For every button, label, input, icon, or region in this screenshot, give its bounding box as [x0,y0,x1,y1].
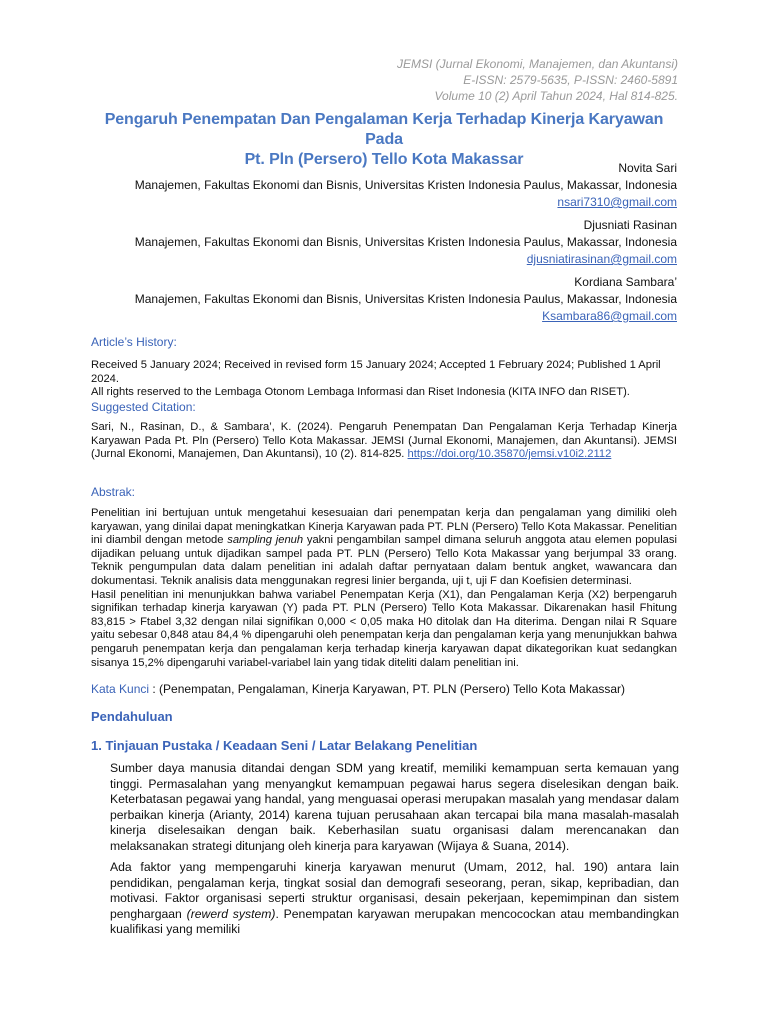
abstract-paragraph-1 [91,507,677,589]
body-paragraph-1: Sumber daya manusia ditandai dengan SDM yang kreatif, memiliki kemampuan serta kemauan yang tinggi. Permasalahan yang menyangkut kemampuan pegawai harus segera diselesikan dengan baik. Keterbatasan pegawai yang handal, yang menguasai operasi merupakan masalah yang mendasar dalam perbaikan kinerja (Arianty, 2014) karena tujuan perusahaan akan tercapai bila mana masalah-masalah kinerja diselesaikan dengan baik. Keberhasilan suatu organisasi dalam merencanakan dan melaksanakan strategi ditunjang oleh kinerja para karyawan (Wijaya & Suana, 2014). [110,761,679,853]
author-1 [117,160,677,211]
title-line-2: Pt. Pln (Persero) Tello Kota Makassar [244,151,524,168]
history-rights: All rights reserved to the Lembaga Otonom Lembaga Informasi dan Riset Indonesia (KITA INFO dan RISET). [91,386,630,399]
author-email-link[interactable]: nsari7310@gmail.com [557,195,677,209]
abstract-paragraph-2: Hasil penelitian ini menunjukkan bahwa variabel Penempatan Kerja (X1), dan Pengalaman Kerja (X2) berpengaruh signifikan terhadap kinerja karyawan (Y) pada PT. PLN (Persero) Tello Kota Makassar. Dikarenakan hasil Fhitung 83,815 > Ftabel 3,32 dengan nilai signifikan 0,000 < 0,05 maka H0 ditolak dan Ha diterima. Dengan nilai R Square yaitu sebesar 0,848 atau 84,4 % dipengaruhi oleh penempatan kerja dan pengalaman kerja yang menunjukkan bahwa pengaruh penempatan kerja dan pengalaman kerja terhadap kinerja karyawan dapat dikategorikan kuat sedangkan sisanya 15,2% dipengaruhi variabel-variabel lain yang tidak diteliti dalam penelitian ini. [91,588,677,669]
body-text: . Penempatan karyawan merupakan mencocockan atau membandingkan kualifikasi yang memiliki [110,906,679,937]
body-paragraph-2 [110,860,679,938]
article-history [91,334,677,400]
doi-link[interactable]: https://doi.org/10.35870/jemsi.v10i2.2112 [407,448,612,461]
author-affiliation: Manajemen, Fakultas Ekonomi dan Bisnis, Universitas Kristen Indonesia Paulus, Makassar, Indonesia [134,178,677,192]
author-name: Kordiana Sambara’ [574,275,677,289]
subsection-heading: 1. Tinjauan Pustaka / Keadaan Seni / Latar Belakang Penelitian [91,738,478,753]
citation-text [91,421,677,462]
citation-body: Sari, N., Rasinan, D., & Sambara’, K. (2024). Pengaruh Penempatan Dan Pengalaman Kerja Terhadap Kinerja Karyawan Pada Pt. Pln (Persero) Tello Kota Makassar. JEMSI (Jurnal Ekonomi, Manajemen, dan Akuntansi). JEMSI (Jurnal Ekonomi, Manajemen, Dan Akuntansi), 10 (2). 814-825. [91,421,677,461]
author-3 [117,274,677,325]
author-list [117,160,677,331]
author-2 [117,217,677,268]
abstract-text: yakni pengambilan sampel dimana seluruh anggota atau elemen populasi dijadikan peluang untuk dijadikan sampel pada PT. PLN (Persero) Tello Kota Makassar yang berjumpal 33 orang. Teknik pengumpulan data dalam penelitian ini adalah daftar pernyataan dalam bentuk angket, wawancara dan dokumentasi. Teknik analisis data menggunakan regresi linier berganda, uji t, uji F dan Koefisien determinasi. [91,534,677,587]
author-affiliation: Manajemen, Fakultas Ekonomi dan Bisnis, Universitas Kristen Indonesia Paulus, Makassar, Indonesia [134,292,677,306]
body-emphasis: (rewerd system) [186,906,276,921]
journal-volume: Volume 10 (2) April Tahun 2024, Hal 814-825. [434,89,678,103]
author-email-link[interactable]: Ksambara86@gmail.com [542,309,677,323]
keywords-label: Kata Kunci [91,682,150,696]
body-text: Ada faktor yang mempengaruhi kinerja karyawan menurut (Umam, 2012, hal. 190) antara lain pendidikan, pengalaman kerja, tingkat sosial dan demografi seseorang, peran, sikap, kepribadian, dan motivasi. Faktor organisasi seperti struktur organisasi, desain pekerjaan, kepemimpinan dan sistem penghargaan [110,860,679,921]
author-name: Novita Sari [618,161,677,175]
journal-header [397,56,678,104]
author-affiliation: Manajemen, Fakultas Ekonomi dan Bisnis, Universitas Kristen Indonesia Paulus, Makassar, Indonesia [134,235,677,249]
citation-label: Suggested Citation: [91,400,196,414]
history-label: Article’s History: [91,335,177,349]
suggested-citation [91,399,677,462]
keywords [91,681,677,697]
abstract [91,484,677,670]
author-email-link[interactable]: djusniatirasinan@gmail.com [526,252,677,266]
abstract-text: Penelitian ini bertujuan untuk mengetahui kesesuaian dari penempatan kerja dan pengalaman yang dimiliki oleh karyawan, yang dinilai dapat meningkatkan Kinerja Karyawan pada PT. PLN (Persero) Tello Kota Makassar. Penelitian ini diambil dengan metode [91,507,677,547]
abstract-label: Abstrak: [91,485,136,499]
journal-issn: E-ISSN: 2579-5635, P-ISSN: 2460-5891 [463,73,678,87]
title-line-1: Pengaruh Penempatan Dan Pengalaman Kerja Terhadap Kinerja Karyawan Pada [104,111,664,148]
abstract-emphasis: sampling jenuh [227,534,304,547]
journal-name: JEMSI (Jurnal Ekonomi, Manajemen, dan Akuntansi) [396,57,678,71]
section-heading-intro: Pendahuluan [91,709,173,724]
author-name: Djusniati Rasinan [583,218,677,232]
keywords-text: : (Penempatan, Pengalaman, Kinerja Karyawan, PT. PLN (Persero) Tello Kota Makassar) [149,682,626,696]
history-dates: Received 5 January 2024; Received in revised form 15 January 2024; Accepted 1 February 2024; Published 1 April 2024. [91,359,661,385]
